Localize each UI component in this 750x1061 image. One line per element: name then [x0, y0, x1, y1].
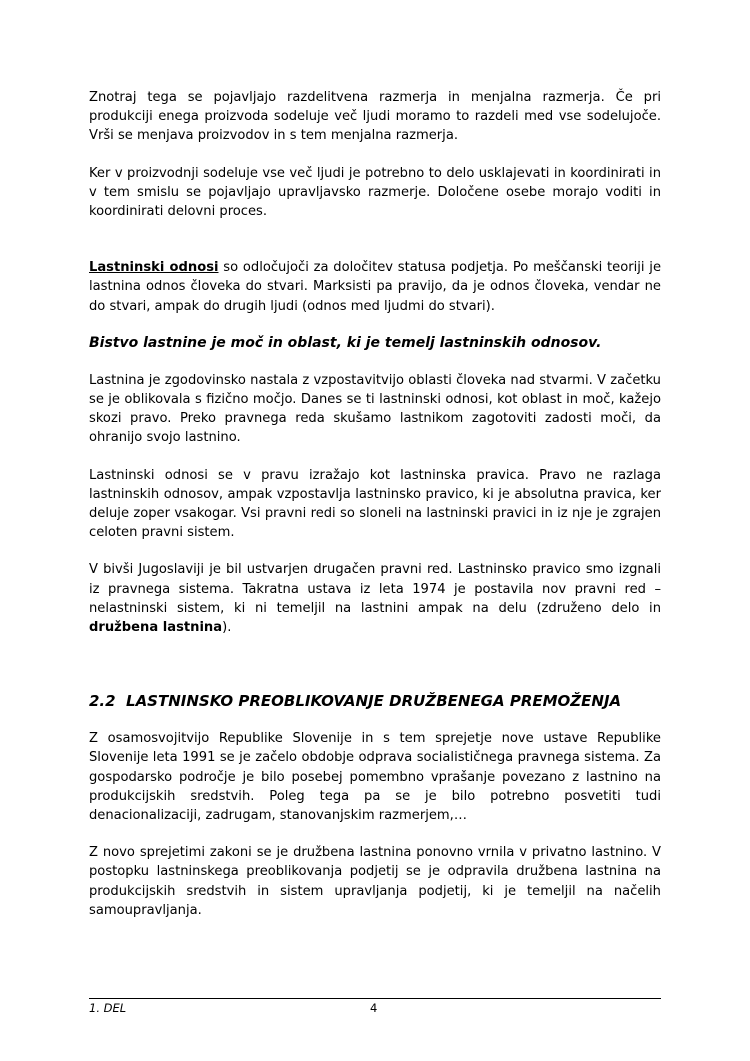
yugoslavia-end: ).: [222, 620, 232, 636]
ownership-text: so odločujoči za določitev statusa podjetja. Po meščanski teoriji je lastnina odnos človeka do stvari. Marksisti pa pravijo, da je odnos človeka, vendar ne do stvari, ampak do drugih ljudi (odnos med ljudmi do stvari).: [89, 260, 662, 314]
paragraph-history-of-ownership: Lastnina je zgodovinsko nastala z vzpostavitvijo oblasti človeka nad stvarmi. V začetku se je oblikovala s fizično močjo. Danes se ti lastninski odnosi, kot oblast in moč, kažejo skozi pravo. Preko pravnega reda skušamo lastnikom zagotoviti zadosti moči, da ohranijo svojo lastnino.: [89, 372, 661, 446]
section-heading: 2.2 LASTNINSKO PREOBLIKOVANJE DRUŽBENEGA PREMOŽENJA: [89, 692, 622, 711]
paragraph-independence: Z osamosvojitvijo Republike Slovenije in s tem sprejetje nove ustave Republike Slovenije leta 1991 se je začelo obdobje odprava socialističnega pravnega sistema. Za gospodarsko področje je bilo posebej pomembno vprašanje povezano z lastnino na produkcijskih sredstvih. Poleg tega pa se je bilo potrebno posvetiti tudi denacionalizaciji, zadrugam, stanovanjskim razmerjem,…: [89, 731, 661, 824]
yugoslavia-text: V bivši Jugoslaviji je bil ustvarjen drugačen pravni red. Lastninsko pravico smo izgnali iz pravnega sistema. Takratna ustava iz leta 1974 je postavila nov pravni red – nelastninski sistem, ki ni temeljil na lastnini ampak na delu (združeno delo in: [89, 562, 661, 616]
paragraph-privatization: Z novo sprejetimi zakoni se je družbena lastnina ponovno vrnila v privatno lastnino. V postopku lastninskega preoblikovanja podjetij se je odpravila družbena lastnina na produkcijskih sredstvih in sistem upravljanja podjetij, ki je temeljil na načelih samoupravljanja.: [89, 845, 661, 918]
paragraph-ownership-relations: [89, 258, 661, 316]
footer-section-label: 1. DEL: [89, 1001, 127, 1015]
paragraph-yugoslavia: [89, 560, 661, 637]
social-ownership-term: družbena lastnina: [89, 620, 223, 636]
paragraph-property-right: Lastninski odnosi se v pravu izražajo kot lastninska pravica. Pravo ne razlaga lastninskih odnosov, ampak vzpostavlja lastninsko pravico, ki je absolutna pravica, ker deluje zoper vsakogar. Vsi pravni redi so sloneli na lastninski pravici in iz nje je zgrajen celoten pravni sistem.: [89, 467, 661, 541]
paragraph-management-relations: Ker v proizvodnji sodeluje vse več ljudi je potrebno to delo usklajevati in koordinirati in v tem smislu se pojavljajo upravljavsko razmerje. Določene osebe morajo voditi in koordinirati delovni proces.: [89, 165, 661, 220]
ownership-term: Lastninski odnosi: [89, 260, 219, 276]
paragraph-exchange-relations: Znotraj tega se pojavljajo razdelitvena razmerja in menjalna razmerja. Če pri produkciji enega proizvoda sodeluje več ljudi moramo to razdeli med vse sodelujoče. Vrši se menjava proizvodov in s tem menjalna razmerja.: [89, 90, 661, 144]
page-number: 4: [370, 1001, 378, 1015]
footer-divider: [89, 998, 661, 999]
document-body: [89, 88, 661, 920]
key-statement: Bistvo lastnine je moč in oblast, ki je temelj lastninskih odnosov.: [89, 334, 602, 351]
